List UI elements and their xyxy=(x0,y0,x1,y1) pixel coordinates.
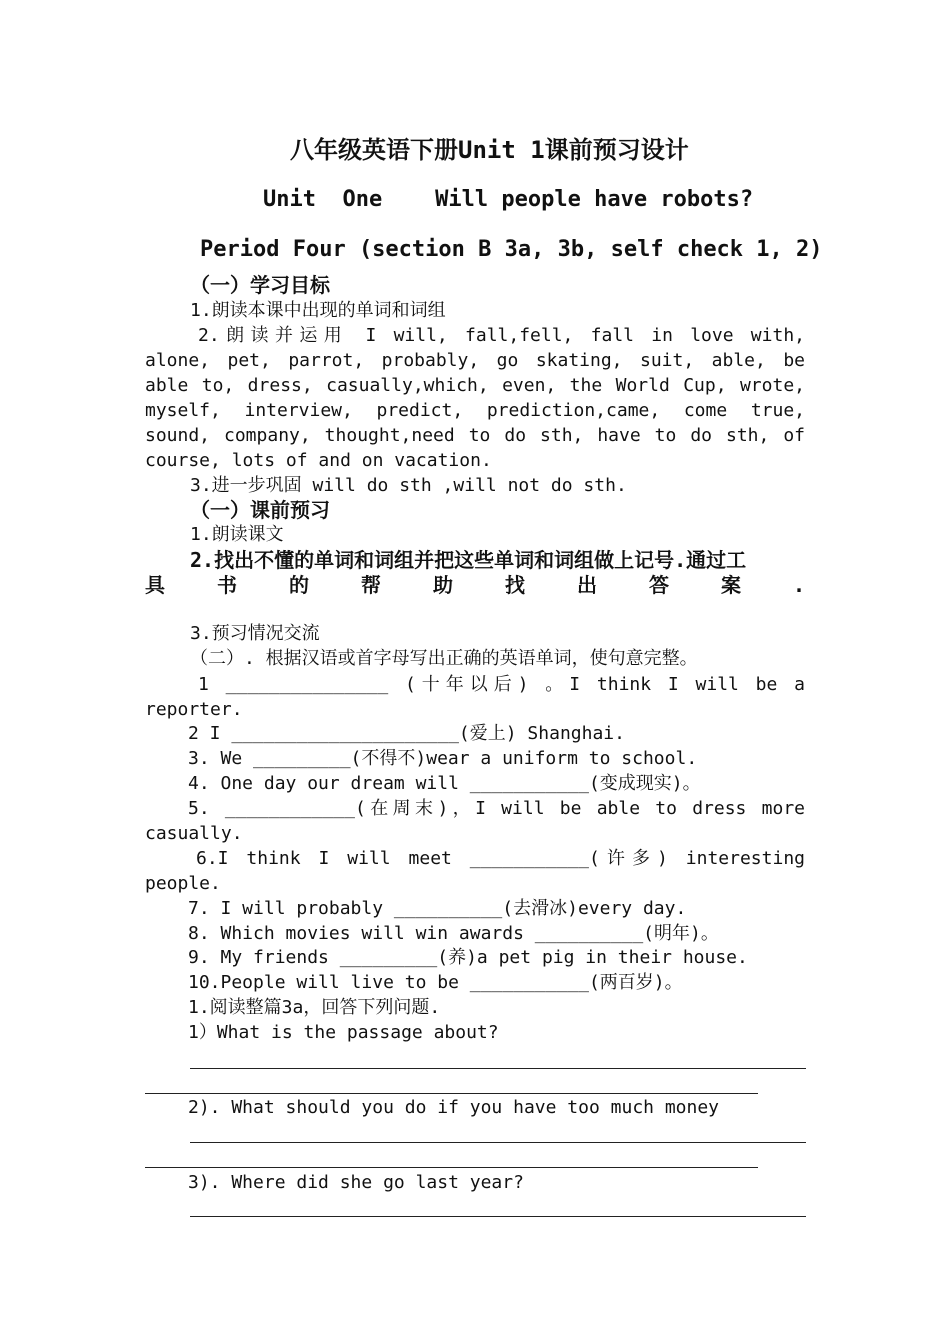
reading-question-2: 2). What should you do if you have too much money xyxy=(188,1097,720,1118)
goals-item-2-line: course, lots of and on vacation. xyxy=(145,450,492,471)
answer-line xyxy=(190,1216,806,1217)
goals-item-2-line: 2.朗读并运用 I will, fall,fell, fall in love with, xyxy=(198,325,805,346)
goals-item-2-line: able to, dress, casually,which, even, the World Cup, wrote, xyxy=(145,375,805,396)
answer-line xyxy=(190,1142,806,1143)
goals-item-1: 1.朗读本课中出现的单词和词组 xyxy=(190,300,446,321)
exercise-line: people. xyxy=(145,873,221,894)
period-subtitle: Period Four (section B 3a, 3b, self check 1, 2) xyxy=(200,237,823,262)
exercise-line: 7. I will probably __________(去滑冰)every day. xyxy=(188,898,687,919)
goals-item-2-line: myself, interview, predict, prediction,came, come true, xyxy=(145,400,805,421)
preview-item-3: 3.预习情况交流 xyxy=(190,623,320,644)
preview-item-1: 1.朗读课文 xyxy=(190,524,284,545)
preview-heading: （一）课前预习 xyxy=(190,498,330,522)
exercise-line: 5. ____________(在周末)，I will be able to dress more xyxy=(188,798,805,819)
answer-line xyxy=(145,1167,758,1168)
goals-heading: （一）学习目标 xyxy=(190,273,330,297)
exercise-line: casually. xyxy=(145,823,243,844)
answer-line xyxy=(190,1068,806,1069)
exercise-line: 2 I _____________________(爱上) Shanghai. xyxy=(188,723,625,744)
answer-line xyxy=(145,1093,758,1094)
exercise-heading: （二）. 根据汉语或首字母写出正确的英语单词，使句意完整。 xyxy=(190,648,698,669)
goals-item-3: 3.进一步巩固 will do sth ,will not do sth. xyxy=(190,475,627,496)
exercise-line: 6.I think I will meet ___________(许多) interesting xyxy=(196,848,805,869)
exercise-line: 1 _______________ (十年以后) 。I think I will be a xyxy=(198,674,805,695)
unit-subtitle: Unit One Will people have robots? xyxy=(263,187,754,212)
exercise-line: 3. We _________(不得不)wear a uniform to school. xyxy=(188,748,698,769)
preview-item-2-line-2: 具 书 的 帮 助 找 出 答 案 . xyxy=(145,573,805,597)
exercise-line: 9. My friends _________(养)a pet pig in their house. xyxy=(188,947,748,968)
exercise-line: reporter. xyxy=(145,699,243,720)
reading-question-1: 1）What is the passage about? xyxy=(188,1022,499,1043)
exercise-line: 10.People will live to be ___________(两百岁)。 xyxy=(188,972,683,993)
reading-intro: 1.阅读整篇3a，回答下列问题. xyxy=(188,997,441,1018)
exercise-line: 4. One day our dream will ___________(变成现实)。 xyxy=(188,773,701,794)
document-title: 八年级英语下册Unit 1课前预习设计 xyxy=(290,136,689,164)
goals-item-2-line: alone, pet, parrot, probably, go skating, suit, able, be xyxy=(145,350,805,371)
preview-item-2-line-1: 2.找出不懂的单词和词组并把这些单词和词组做上记号.通过工 xyxy=(190,548,747,572)
exercise-line: 8. Which movies will win awards __________(明年)。 xyxy=(188,923,719,944)
reading-question-3: 3). Where did she go last year? xyxy=(188,1172,524,1193)
goals-item-2-line: sound, company, thought,need to do sth, have to do sth, of xyxy=(145,425,805,446)
